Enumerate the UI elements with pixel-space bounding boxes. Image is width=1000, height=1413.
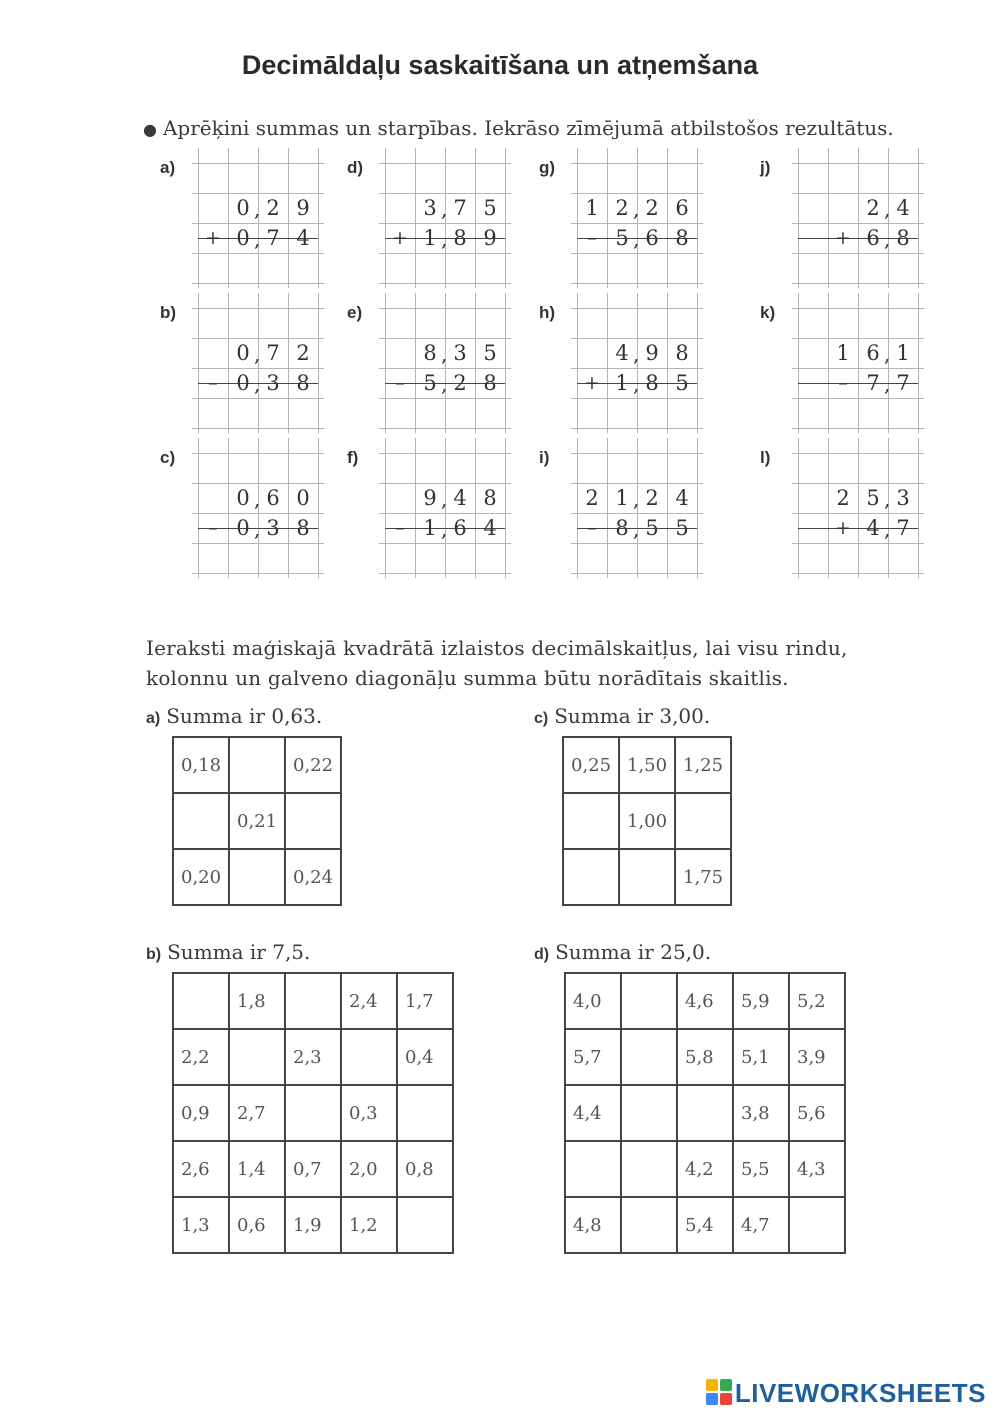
digit: 8	[896, 226, 910, 250]
decimal-comma: ,	[441, 342, 448, 366]
digit: 5	[423, 371, 437, 395]
bottom-number	[798, 368, 918, 398]
problem-label: e)	[347, 303, 363, 322]
decimal-comma: ,	[254, 227, 261, 251]
top-number	[798, 483, 918, 513]
digit: 8	[483, 371, 497, 395]
square-row	[173, 1141, 453, 1197]
square-d-label: d) Summa ir 25,0.	[534, 940, 712, 964]
square-row	[565, 973, 845, 1029]
square-cell: 1,2	[341, 1197, 397, 1253]
plus-sign: +	[835, 517, 851, 539]
bottom-number	[385, 368, 505, 398]
square-cell: 5,4	[677, 1197, 733, 1253]
square-cell: 2,6	[173, 1141, 229, 1197]
digit: 2	[453, 371, 467, 395]
problem-grid	[577, 148, 697, 288]
empty-square-cell[interactable]	[229, 849, 285, 905]
digit: 4	[675, 486, 689, 510]
digit: 2	[866, 196, 880, 220]
problem-b	[160, 293, 320, 433]
square-cell: 5,6	[789, 1085, 845, 1141]
square-row	[173, 737, 341, 793]
square-cell: 1,00	[619, 793, 675, 849]
square-cell: 1,8	[229, 973, 285, 1029]
minus-sign: –	[208, 517, 218, 539]
problem-label: k)	[760, 303, 776, 322]
digit: 8	[296, 371, 310, 395]
digit: 0	[236, 226, 250, 250]
square-row	[173, 849, 341, 905]
empty-square-cell[interactable]	[675, 793, 731, 849]
problem-label: i)	[539, 448, 550, 467]
digit: 3	[266, 371, 280, 395]
minus-sign: –	[208, 372, 218, 394]
digit: 1	[615, 371, 629, 395]
top-number	[385, 483, 505, 513]
digit: 5	[483, 341, 497, 365]
liveworksheets-logo-icon	[706, 1379, 732, 1405]
square-cell: 0,9	[173, 1085, 229, 1141]
bottom-number	[798, 513, 918, 543]
decimal-comma: ,	[441, 197, 448, 221]
square-cell: 0,4	[397, 1029, 453, 1085]
square-cell: 5,5	[733, 1141, 789, 1197]
digit: 5	[675, 371, 689, 395]
digit: 7	[896, 516, 910, 540]
problem-grid	[198, 438, 318, 578]
square-row	[565, 1141, 845, 1197]
square-row	[565, 1197, 845, 1253]
top-number	[198, 338, 318, 368]
problem-k	[760, 293, 920, 433]
digit: 8	[483, 486, 497, 510]
square-row	[173, 973, 453, 1029]
plus-sign: +	[835, 227, 851, 249]
digit: 0	[236, 341, 250, 365]
digit: 5	[615, 226, 629, 250]
digit: 5	[675, 516, 689, 540]
digit: 0	[236, 371, 250, 395]
digit: 8	[675, 226, 689, 250]
bottom-number	[385, 223, 505, 253]
digit: 1	[896, 341, 910, 365]
square-cell: 4,6	[677, 973, 733, 1029]
square-row	[565, 1085, 845, 1141]
digit: 4	[296, 226, 310, 250]
square-cell: 1,50	[619, 737, 675, 793]
problem-label: l)	[760, 448, 771, 467]
square-cell: 1,25	[675, 737, 731, 793]
digit: 4	[453, 486, 467, 510]
decimal-comma: ,	[884, 487, 891, 511]
bottom-number	[577, 368, 697, 398]
digit: 7	[896, 371, 910, 395]
digit: 9	[483, 226, 497, 250]
problem-label: f)	[347, 448, 359, 467]
digit: 8	[453, 226, 467, 250]
problem-grid	[385, 438, 505, 578]
digit: 2	[266, 196, 280, 220]
decimal-comma: ,	[633, 342, 640, 366]
problem-grid	[577, 293, 697, 433]
empty-square-cell[interactable]	[621, 1085, 677, 1141]
digit: 0	[236, 516, 250, 540]
digit: 5	[645, 516, 659, 540]
digit: 0	[236, 196, 250, 220]
problem-a	[160, 148, 320, 288]
empty-square-cell[interactable]	[677, 1085, 733, 1141]
problem-label: c)	[160, 448, 176, 467]
digit: 2	[585, 486, 599, 510]
digit: 3	[896, 486, 910, 510]
bottom-number	[577, 513, 697, 543]
square-b-label: b) Summa ir 7,5.	[146, 940, 311, 964]
top-number	[798, 338, 918, 368]
minus-sign: –	[395, 372, 405, 394]
bottom-number	[198, 223, 318, 253]
decimal-comma: ,	[254, 372, 261, 396]
square-row	[563, 849, 731, 905]
bottom-number	[198, 368, 318, 398]
bottom-number	[385, 513, 505, 543]
digit: 6	[675, 196, 689, 220]
problem-label: d)	[347, 158, 364, 177]
problem-grid	[198, 148, 318, 288]
decimal-comma: ,	[633, 487, 640, 511]
empty-square-cell[interactable]	[621, 1141, 677, 1197]
empty-square-cell[interactable]	[565, 1141, 621, 1197]
digit: 9	[645, 341, 659, 365]
digit: 8	[423, 341, 437, 365]
decimal-comma: ,	[441, 372, 448, 396]
problem-grid	[385, 148, 505, 288]
empty-square-cell[interactable]	[619, 849, 675, 905]
digit: 3	[266, 516, 280, 540]
magic-square-b	[172, 972, 454, 1254]
square-cell: 1,4	[229, 1141, 285, 1197]
square-row	[563, 793, 731, 849]
problem-grid	[798, 438, 918, 578]
problem-e	[347, 293, 507, 433]
digit: 6	[453, 516, 467, 540]
digit: 9	[423, 486, 437, 510]
empty-square-cell[interactable]	[397, 1085, 453, 1141]
digit: 2	[296, 341, 310, 365]
square-cell: 0,3	[341, 1085, 397, 1141]
empty-square-cell[interactable]	[285, 793, 341, 849]
square-row	[563, 737, 731, 793]
problem-label: h)	[539, 303, 556, 322]
top-number	[798, 193, 918, 223]
decimal-comma: ,	[633, 197, 640, 221]
square-cell: 4,2	[677, 1141, 733, 1197]
bottom-number	[198, 513, 318, 543]
magic-square-d	[564, 972, 846, 1254]
square-row	[565, 1029, 845, 1085]
empty-square-cell[interactable]	[229, 737, 285, 793]
magic-intro-line-2: kolonnu un galveno diagonāļu summa būtu norādītais skaitlis.	[146, 666, 789, 690]
empty-square-cell[interactable]	[341, 1029, 397, 1085]
decimal-comma: ,	[441, 227, 448, 251]
problem-f	[347, 438, 507, 578]
digit: 3	[423, 196, 437, 220]
empty-square-cell[interactable]	[563, 793, 619, 849]
digit: 8	[296, 516, 310, 540]
square-cell: 0,25	[563, 737, 619, 793]
digit: 8	[675, 341, 689, 365]
plus-sign: +	[392, 227, 408, 249]
digit: 3	[453, 341, 467, 365]
square-cell: 1,7	[397, 973, 453, 1029]
digit: 6	[866, 341, 880, 365]
empty-square-cell[interactable]	[397, 1197, 453, 1253]
decimal-comma: ,	[254, 342, 261, 366]
decimal-comma: ,	[633, 517, 640, 541]
magic-intro-line-1: Ieraksti maģiskajā kvadrātā izlaistos decimālskaitļus, lai visu rindu,	[146, 636, 848, 660]
empty-square-cell[interactable]	[173, 793, 229, 849]
bottom-number	[577, 223, 697, 253]
decimal-comma: ,	[884, 197, 891, 221]
square-cell: 0,24	[285, 849, 341, 905]
square-cell: 5,7	[565, 1029, 621, 1085]
top-number	[577, 193, 697, 223]
square-cell: 0,7	[285, 1141, 341, 1197]
decimal-comma: ,	[884, 342, 891, 366]
square-cell: 0,6	[229, 1197, 285, 1253]
bullet-icon: ●	[143, 120, 157, 139]
problem-label: g)	[539, 158, 556, 177]
square-cell: 0,22	[285, 737, 341, 793]
square-cell: 4,4	[565, 1085, 621, 1141]
square-cell: 0,18	[173, 737, 229, 793]
digit: 2	[836, 486, 850, 510]
square-cell: 2,4	[341, 973, 397, 1029]
digit: 1	[423, 516, 437, 540]
square-cell: 2,3	[285, 1029, 341, 1085]
digit: 2	[645, 196, 659, 220]
top-number	[198, 193, 318, 223]
digit: 2	[615, 196, 629, 220]
problem-label: j)	[760, 158, 771, 177]
digit: 8	[615, 516, 629, 540]
magic-square-c	[562, 736, 732, 906]
square-cell: 5,2	[789, 973, 845, 1029]
decimal-comma: ,	[884, 517, 891, 541]
square-c-label: c) Summa ir 3,00.	[534, 704, 711, 728]
problem-g	[539, 148, 699, 288]
digit: 0	[296, 486, 310, 510]
square-cell: 1,75	[675, 849, 731, 905]
decimal-comma: ,	[884, 372, 891, 396]
digit: 1	[423, 226, 437, 250]
decimal-comma: ,	[254, 487, 261, 511]
top-number	[198, 483, 318, 513]
decimal-comma: ,	[633, 227, 640, 251]
minus-sign: –	[838, 372, 848, 394]
digit: 4	[615, 341, 629, 365]
square-row	[173, 1197, 453, 1253]
digit: 9	[296, 196, 310, 220]
digit: 0	[236, 486, 250, 510]
digit: 4	[866, 516, 880, 540]
square-cell: 0,21	[229, 793, 285, 849]
minus-sign: –	[587, 227, 597, 249]
top-number	[385, 338, 505, 368]
decimal-comma: ,	[633, 372, 640, 396]
empty-square-cell[interactable]	[563, 849, 619, 905]
square-cell: 2,0	[341, 1141, 397, 1197]
problem-j	[760, 148, 920, 288]
square-row	[173, 793, 341, 849]
decimal-comma: ,	[441, 517, 448, 541]
problem-d	[347, 148, 507, 288]
digit: 7	[453, 196, 467, 220]
empty-square-cell[interactable]	[789, 1197, 845, 1253]
empty-square-cell[interactable]	[229, 1029, 285, 1085]
magic-square-a	[172, 736, 342, 906]
square-cell: 4,7	[733, 1197, 789, 1253]
decimal-comma: ,	[254, 517, 261, 541]
digit: 2	[645, 486, 659, 510]
square-cell: 5,8	[677, 1029, 733, 1085]
problem-grid	[798, 293, 918, 433]
square-a-label: a) Summa ir 0,63.	[146, 704, 323, 728]
digit: 5	[483, 196, 497, 220]
plus-sign: +	[205, 227, 221, 249]
square-cell: 4,8	[565, 1197, 621, 1253]
problem-label: b)	[160, 303, 177, 322]
top-number	[385, 193, 505, 223]
page-title: Decimāldaļu saskaitīšana un atņemšana	[241, 50, 759, 80]
decimal-comma: ,	[254, 197, 261, 221]
digit: 4	[896, 196, 910, 220]
square-cell: 5,1	[733, 1029, 789, 1085]
bottom-number	[798, 223, 918, 253]
plus-sign: +	[584, 372, 600, 394]
digit: 1	[836, 341, 850, 365]
empty-square-cell[interactable]	[285, 1085, 341, 1141]
digit: 5	[866, 486, 880, 510]
square-cell: 3,8	[733, 1085, 789, 1141]
square-cell: 5,9	[733, 973, 789, 1029]
square-cell: 4,0	[565, 973, 621, 1029]
brand-logo	[706, 1378, 986, 1409]
problem-grid	[198, 293, 318, 433]
digit: 1	[585, 196, 599, 220]
minus-sign: –	[395, 517, 405, 539]
square-row	[173, 1029, 453, 1085]
empty-square-cell[interactable]	[173, 973, 229, 1029]
top-number	[577, 483, 697, 513]
square-cell: 2,2	[173, 1029, 229, 1085]
top-number	[577, 338, 697, 368]
digit: 6	[866, 226, 880, 250]
square-cell: 0,8	[397, 1141, 453, 1197]
minus-sign: –	[587, 517, 597, 539]
problem-grid	[577, 438, 697, 578]
digit: 8	[645, 371, 659, 395]
square-cell: 3,9	[789, 1029, 845, 1085]
digit: 4	[483, 516, 497, 540]
digit: 7	[866, 371, 880, 395]
brand-name: LIVEWORKSHEETS	[734, 1378, 986, 1408]
square-cell: 1,9	[285, 1197, 341, 1253]
instruction-text: Aprēķini summas un starpības. Iekrāso zīmējumā atbilstošos rezultātus.	[162, 116, 894, 140]
digit: 7	[266, 226, 280, 250]
problem-h	[539, 293, 699, 433]
problem-grid	[385, 293, 505, 433]
decimal-comma: ,	[884, 227, 891, 251]
digit: 6	[266, 486, 280, 510]
empty-square-cell[interactable]	[621, 973, 677, 1029]
digit: 6	[645, 226, 659, 250]
square-cell: 2,7	[229, 1085, 285, 1141]
magic-square-instruction	[146, 633, 848, 693]
problem-l	[760, 438, 920, 578]
square-cell: 0,20	[173, 849, 229, 905]
digit: 1	[615, 486, 629, 510]
empty-square-cell[interactable]	[621, 1029, 677, 1085]
problem-grid	[798, 148, 918, 288]
problem-i	[539, 438, 699, 578]
decimal-comma: ,	[441, 487, 448, 511]
square-row	[173, 1085, 453, 1141]
instruction	[143, 116, 894, 140]
empty-square-cell[interactable]	[621, 1197, 677, 1253]
digit: 7	[266, 341, 280, 365]
square-cell: 4,3	[789, 1141, 845, 1197]
problem-label: a)	[160, 158, 176, 177]
square-cell: 1,3	[173, 1197, 229, 1253]
empty-square-cell[interactable]	[285, 973, 341, 1029]
problem-c	[160, 438, 320, 578]
